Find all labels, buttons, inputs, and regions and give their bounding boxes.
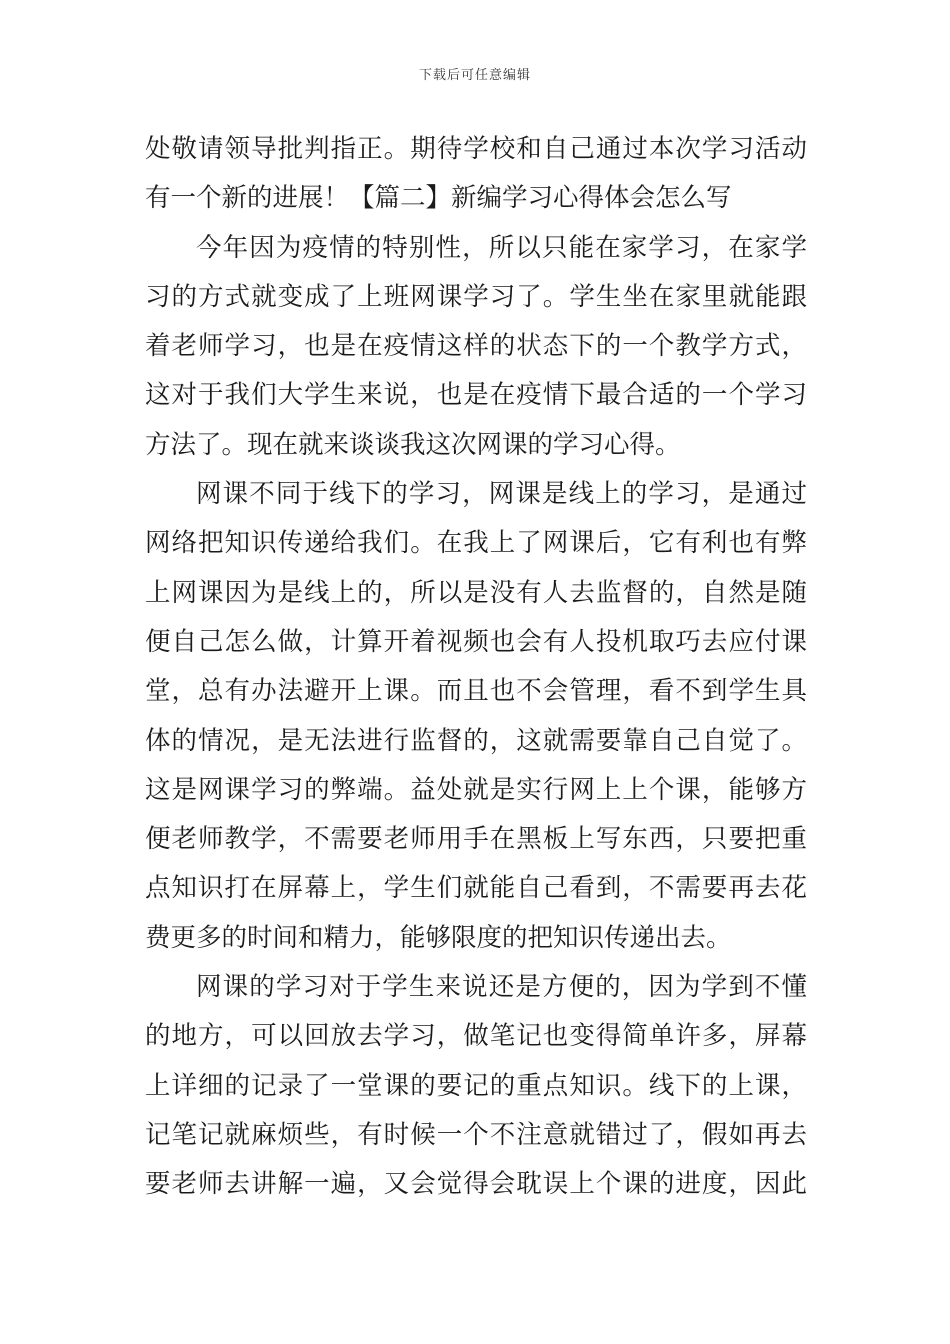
- text-line: 点知识打在屏幕上，学生们就能自己看到，不需要再去花: [145, 873, 807, 904]
- text-line: 方法了。现在就来谈谈我这次网课的学习心得。: [145, 429, 681, 460]
- text-line: 要老师去讲解一遍，又会觉得会耽误上个课的进度，因此: [145, 1169, 807, 1200]
- text-line: 着老师学习，也是在疫情这样的状态下的一个教学方式，: [145, 331, 807, 362]
- text-line: 网课不同于线下的学习，网课是线上的学习，是通过: [196, 479, 807, 510]
- text-line: 费更多的时间和精力，能够限度的把知识传递出去。: [145, 922, 732, 953]
- text-line: 今年因为疫情的特别性，所以只能在家学习，在家学: [196, 232, 807, 263]
- text-line: 网络把知识传递给我们。在我上了网课后，它有利也有弊: [145, 528, 807, 559]
- text-line: 堂，总有办法避开上课。而且也不会管理，看不到学生具: [145, 676, 807, 707]
- text-line: 习的方式就变成了上班网课学习了。学生坐在家里就能跟: [145, 281, 807, 312]
- text-line: 记笔记就麻烦些，有时候一个不注意就错过了，假如再去: [145, 1119, 807, 1150]
- text-line: 体的情况，是无法进行监督的，这就需要靠自己自觉了。: [145, 725, 807, 756]
- text-line: 便自己怎么做，计算开着视频也会有人投机取巧去应付课: [145, 626, 807, 657]
- text-line: 网课的学习对于学生来说还是方便的，因为学到不懂: [196, 972, 807, 1003]
- text-line: 有一个新的进展！【篇二】新编学习心得体会怎么写: [145, 183, 732, 214]
- page-header: 下载后可任意编辑: [418, 68, 531, 83]
- document-body: [145, 125, 807, 1210]
- text-line: 这是网课学习的弊端。益处就是实行网上上个课，能够方: [145, 774, 807, 805]
- text-line: 的地方，可以回放去学习，做笔记也变得简单许多，屏幕: [145, 1021, 807, 1052]
- text-line: 上详细的记录了一堂课的要记的重点知识。线下的上课，: [145, 1070, 807, 1101]
- text-line: 处敬请领导批判指正。期待学校和自己通过本次学习活动: [145, 134, 807, 164]
- text-line: 这对于我们大学生来说，也是在疫情下最合适的一个学习: [145, 380, 807, 411]
- text-line: 便老师教学，不需要老师用手在黑板上写东西，只要把重: [145, 824, 807, 855]
- text-line: 上网课因为是线上的，所以是没有人去监督的，自然是随: [145, 577, 807, 608]
